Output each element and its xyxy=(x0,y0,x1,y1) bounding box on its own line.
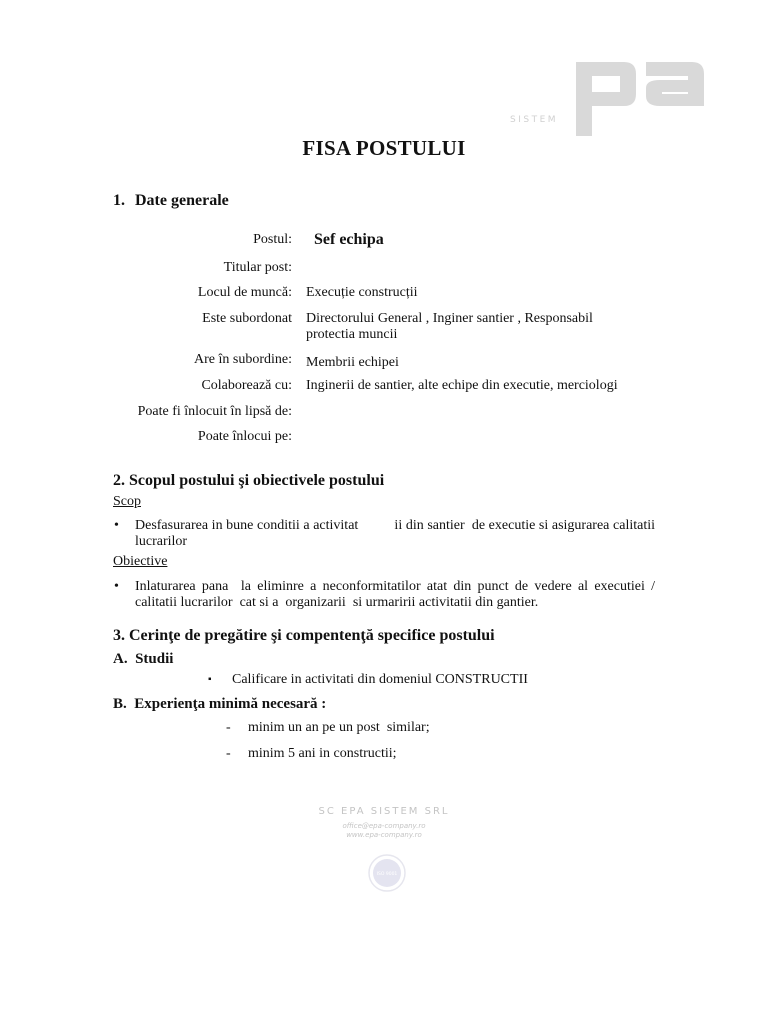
company-logo xyxy=(500,60,715,140)
scop-label: Scop xyxy=(113,494,141,509)
field-label-titular: Titular post: xyxy=(223,260,292,275)
studii-heading: A. Studii xyxy=(113,651,174,667)
section2-heading: 2. Scopul postului şi obiectivele postului xyxy=(113,472,385,489)
field-label-locul: Locul de muncă: xyxy=(197,285,292,300)
field-label-postul: Postul: xyxy=(253,232,292,247)
field-value-colaboreaza: Inginerii de santier, alte echipe din executie, merciologi xyxy=(306,378,618,393)
experienta-dash-2: - xyxy=(226,746,231,761)
footer-email: office@epa-company.ro xyxy=(342,822,426,830)
experienta-dash-1: - xyxy=(226,720,231,735)
field-value-postul: Sef echipa xyxy=(314,231,384,248)
field-label-subordine: Are în subordine: xyxy=(194,352,292,367)
section1-number: 1. xyxy=(113,192,125,209)
field-value-subordonat: Directorului General , Inginer santier , Responsabil protectia muncii xyxy=(306,311,593,342)
experienta-item-1: minim un an pe un post similar; xyxy=(248,720,430,735)
field-label-colaboreaza: Colaborează cu: xyxy=(201,378,292,393)
studii-bullet: ▪ xyxy=(208,674,212,685)
section3-heading: 3. Cerinţe de pregătire şi compentenţă specifice postului xyxy=(113,627,495,644)
field-value-locul: Execuție construcții xyxy=(306,285,418,300)
footer-company: SC EPA SISTEM SRL xyxy=(318,806,450,817)
obiective-text: Inlaturarea pana la eliminre a neconformitatilor atat din punct de vedere al executiei / calitatii lucrarilor cat si a organizarii si urmaririi activitatii din gantier. xyxy=(135,579,659,610)
experienta-item-2: minim 5 ani in constructii; xyxy=(248,746,397,761)
seal-text: ISO 9001 xyxy=(376,872,398,877)
logo-word: SISTEM xyxy=(510,115,559,125)
footer-website: www.epa-company.ro xyxy=(346,831,422,839)
scop-text: Desfasurarea in bune conditii a activitat ii din santier de executie si asigurarea calitatii lucrarilor xyxy=(135,518,659,549)
studii-text: Calificare in activitati din domeniul CONSTRUCTII xyxy=(232,672,528,687)
field-label-subordonat: Este subordonat xyxy=(202,311,292,326)
page-title: FISA POSTULUI xyxy=(302,136,466,160)
obiective-bullet: • xyxy=(114,579,119,594)
field-label-inlocui: Poate înlocui pe: xyxy=(197,429,292,444)
section1-title: Date generale xyxy=(135,192,229,209)
section1-heading xyxy=(113,192,229,210)
scop-bullet: • xyxy=(114,518,119,533)
field-value-subordine: Membrii echipei xyxy=(306,355,399,370)
iso-seal-icon xyxy=(368,854,406,892)
obiective-label: Obiective xyxy=(113,554,168,569)
field-label-inlocuit: Poate fi înlocuit în lipsă de: xyxy=(137,404,292,419)
experienta-heading: B. Experienţa minimă necesară : xyxy=(113,696,327,712)
